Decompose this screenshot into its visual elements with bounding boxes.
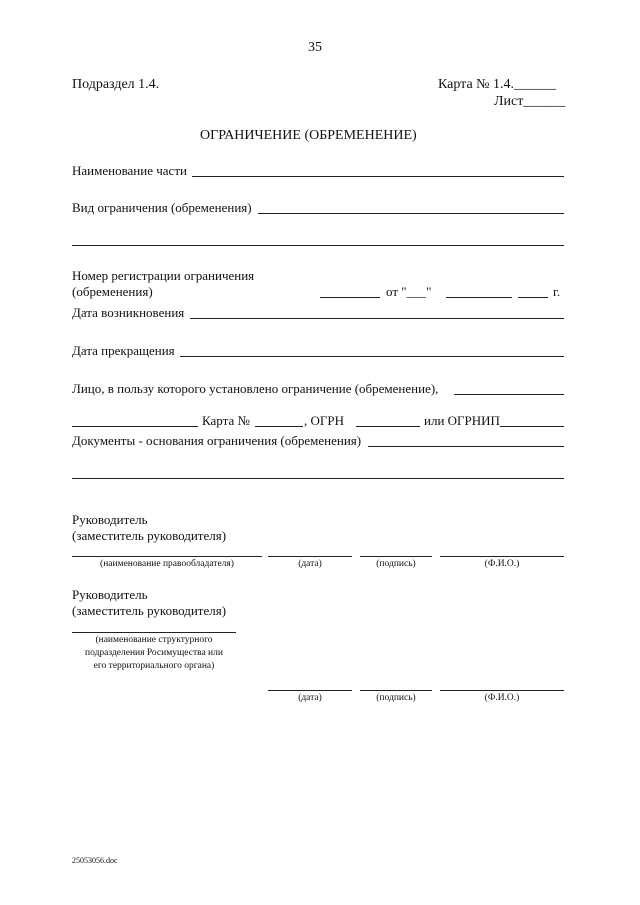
subsection-label: Подраздел 1.4. xyxy=(72,77,160,92)
page-number: 35 xyxy=(308,40,322,55)
signatory-role-1-sub: (заместитель руководителя) xyxy=(72,528,227,543)
sig1-sign-caption: (подпись) xyxy=(376,559,416,569)
card-no-label: Карта № xyxy=(202,413,250,428)
ogrnip-label: или ОГРНИП xyxy=(424,413,500,428)
card-no-line xyxy=(255,426,303,427)
signatory-role-2-sub: (заместитель руководителя) xyxy=(72,603,227,618)
sig2-date-caption: (дата) xyxy=(298,693,322,703)
signatory-role-1: Руководитель xyxy=(72,512,148,527)
page-title: ОГРАНИЧЕНИЕ (ОБРЕМЕНЕНИЕ) xyxy=(200,128,417,143)
end-date-line xyxy=(180,356,564,357)
sig1-fio-caption: (Ф.И.О.) xyxy=(484,559,520,569)
sheet-label: Лист______ xyxy=(494,94,566,109)
sig1-sign-line xyxy=(360,556,432,557)
sig2-org-caption-3: его территориального органа) xyxy=(93,661,215,671)
ogrn-label: , ОГРН xyxy=(304,413,345,428)
end-date-label: Дата прекращения xyxy=(72,343,175,358)
ogrn-line xyxy=(356,426,420,427)
beneficiary-line xyxy=(454,394,564,395)
reg-number-label-1: Номер регистрации ограничения xyxy=(72,268,255,283)
ogrnip-line xyxy=(500,426,564,427)
sig1-date-line xyxy=(268,556,352,557)
sig2-org-caption-2: подразделения Росимущества или xyxy=(85,648,223,658)
start-date-line xyxy=(190,318,564,319)
sig1-date-caption: (дата) xyxy=(298,559,322,569)
sig1-name-caption: (наименование правообладателя) xyxy=(100,559,234,569)
sig1-fio-line xyxy=(440,556,564,557)
encumbrance-type-line-2 xyxy=(72,245,564,246)
part-name-line xyxy=(192,176,564,177)
documents-line xyxy=(368,446,564,447)
sig2-sign-line xyxy=(360,690,432,691)
sig1-name-line xyxy=(72,556,262,557)
signatory-role-2: Руководитель xyxy=(72,587,148,602)
sig2-fio-line xyxy=(440,690,564,691)
reg-number-line xyxy=(320,297,380,298)
reg-year-label: г. xyxy=(553,284,561,299)
sig2-org-caption-1: (наименование структурного xyxy=(95,635,213,645)
reg-month-line xyxy=(446,297,512,298)
beneficiary-label: Лицо, в пользу которого установлено ограничение (обременение), xyxy=(72,381,439,396)
sig2-org-line xyxy=(72,632,236,633)
encumbrance-type-line xyxy=(258,213,564,214)
documents-line-2 xyxy=(72,478,564,479)
beneficiary-name-line xyxy=(72,426,198,427)
start-date-label: Дата возникновения xyxy=(72,305,185,320)
encumbrance-type-label: Вид ограничения (обременения) xyxy=(72,200,252,215)
sig2-date-line xyxy=(268,690,352,691)
reg-number-label-2: (обременения) xyxy=(72,284,153,299)
footer-filename: 25053056.doc xyxy=(72,856,118,865)
part-name-label: Наименование части xyxy=(72,163,187,178)
card-number-label: Карта № 1.4.______ xyxy=(438,77,557,92)
sig2-fio-caption: (Ф.И.О.) xyxy=(484,693,520,703)
reg-year-line xyxy=(518,297,548,298)
reg-from-label: от "___" xyxy=(386,284,432,299)
documents-label: Документы - основания ограничения (обременения) xyxy=(72,433,362,448)
sig2-sign-caption: (подпись) xyxy=(376,693,416,703)
